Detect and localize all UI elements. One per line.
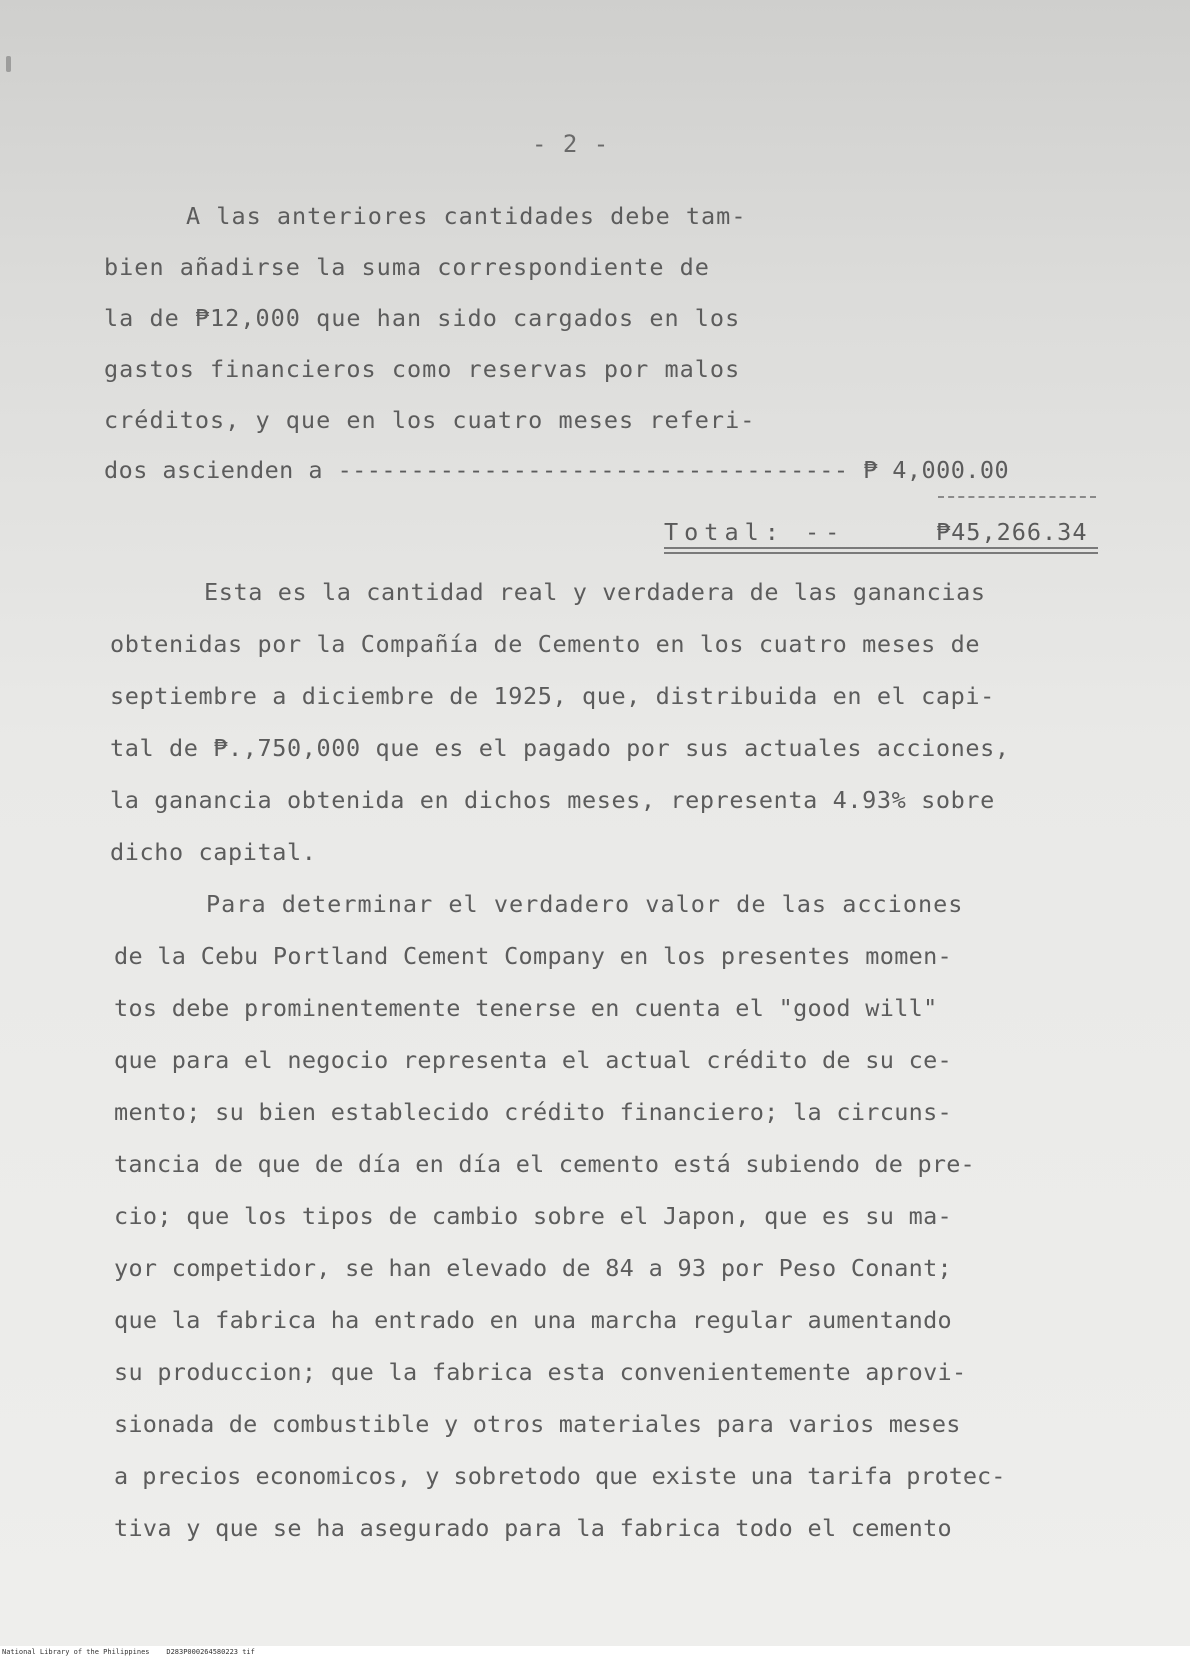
total-label: Total: -- [664, 518, 846, 546]
paragraph3-line: tiva y que se ha asegurado para la fabrica todo el cemento [114, 1514, 952, 1542]
paragraph3-line: tancia de que de día en día el cemento está subiendo de pre- [114, 1150, 975, 1178]
page-number: - 2 - [532, 130, 610, 158]
paragraph2-line: Esta es la cantidad real y verdadera de las ganancias [204, 578, 986, 606]
paragraph3-line: a precios economicos, y sobretodo que existe una tarifa protec- [114, 1462, 1006, 1490]
paragraph1-line: la de ₱12,000 que han sido cargados en los [104, 304, 741, 332]
paragraph1-line: A las anteriores cantidades debe tam- [186, 202, 747, 230]
scan-speck [6, 56, 11, 72]
scan-footer-caption: National Library of the Philippines D283P000264580223 tif [0, 1646, 1190, 1658]
paragraph1-line: gastos financieros como reservas por malos [104, 355, 741, 383]
paragraph3-line: que para el negocio representa el actual crédito de su ce- [114, 1046, 952, 1074]
paragraph3-line: sionada de combustible y otros materiales para varios meses [114, 1410, 961, 1438]
paragraph1-line: créditos, y que en los cuatro meses referi- [104, 406, 756, 434]
paragraph3-line: tos debe prominentemente tenerse en cuenta el "good will" [114, 994, 938, 1022]
paragraph3-line: yor competidor, se han elevado de 84 a 93 por Peso Conant; [114, 1254, 952, 1282]
total-double-rule [664, 552, 1098, 554]
paragraph3-line: su produccion; que la fabrica esta convenientemente aprovi- [114, 1358, 967, 1386]
total-double-rule [664, 547, 1098, 549]
paragraph3-line: mento; su bien establecido crédito financiero; la circuns- [114, 1098, 952, 1126]
paragraph2-line: tal de ₱.,750,000 que es el pagado por sus actuales acciones, [110, 734, 1010, 762]
total-value: ₱45,266.34 [936, 518, 1088, 546]
paragraph3-line: cio; que los tipos de cambio sobre el Japon, que es su ma- [114, 1202, 952, 1230]
subtotal-dash-rule [938, 496, 1096, 498]
paragraph3-line: que la fabrica ha entrado en una marcha regular aumentando [114, 1306, 952, 1334]
paragraph3-line: de la Cebu Portland Cement Company en los presentes momen- [114, 942, 952, 970]
paragraph3-line: Para determinar el verdadero valor de las acciones [206, 890, 964, 918]
paragraph2-line: dicho capital. [110, 838, 317, 866]
paragraph1-line: bien añadirse la suma correspondiente de [104, 253, 710, 281]
paragraph2-line: la ganancia obtenida en dichos meses, representa 4.93% sobre [110, 786, 995, 814]
paragraph2-line: obtenidas por la Compañía de Cemento en los cuatro meses de [110, 630, 981, 658]
paragraph1-line: dos ascienden a ----------------------------------- ₱ 4,000.00 [104, 456, 1010, 484]
paragraph2-line: septiembre a diciembre de 1925, que, distribuida en el capi- [110, 682, 995, 710]
